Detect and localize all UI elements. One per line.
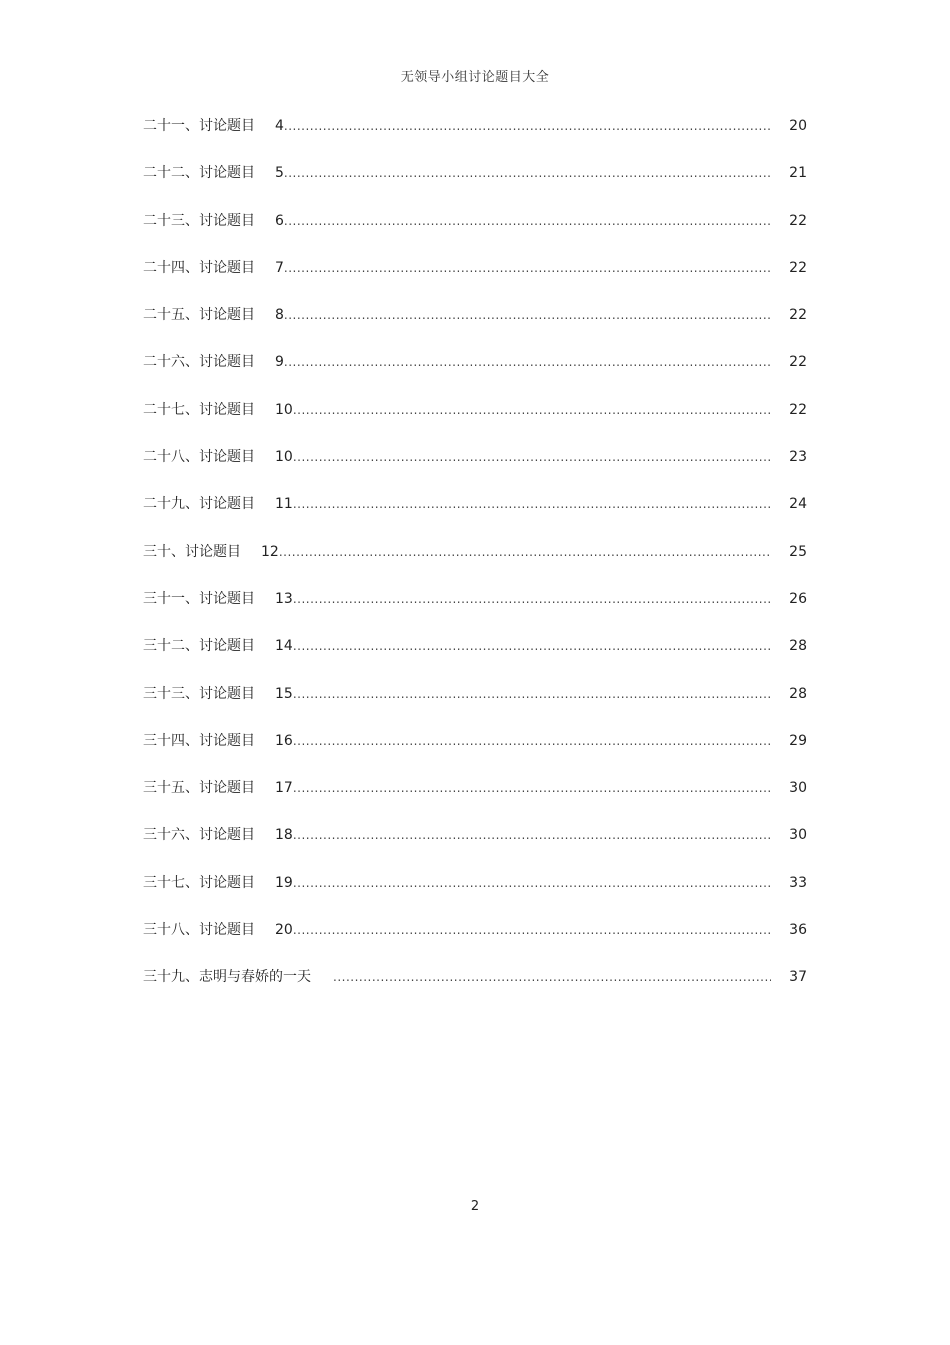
toc-entry[interactable]: [143, 541, 807, 588]
toc-dot-leader: [284, 214, 771, 228]
toc-entry[interactable]: [143, 115, 807, 162]
toc-entry-number: 18: [275, 827, 293, 844]
toc-dot-leader: [293, 781, 771, 795]
toc-entry-number: 8: [275, 307, 284, 324]
toc-entry[interactable]: [143, 919, 807, 966]
toc-entry-label: 三十一、讨论题目: [143, 590, 255, 607]
toc-entry-page: 22: [789, 354, 807, 371]
toc-entry-number: 14: [275, 638, 293, 655]
toc-entry-number: 10: [275, 401, 293, 418]
toc-entry-label: 二十二、讨论题目: [143, 165, 255, 182]
toc-dot-leader: [293, 592, 771, 606]
toc-entry-page: 22: [789, 401, 807, 418]
toc-entry-page: 36: [789, 922, 807, 939]
toc-entry-page: 21: [789, 165, 807, 182]
toc-entry-page: 37: [789, 969, 807, 986]
toc-entry-page: 22: [789, 212, 807, 229]
toc-entry-number: 10: [275, 449, 293, 466]
toc-entry[interactable]: [143, 162, 807, 209]
toc-entry-label: 二十七、讨论题目: [143, 401, 255, 418]
toc-dot-leader: [284, 166, 771, 180]
toc-entry-page: 30: [789, 780, 807, 797]
toc-dot-leader: [293, 734, 771, 748]
toc-entry-page: 33: [789, 874, 807, 891]
toc-dot-leader: [284, 308, 771, 322]
toc-entry-number: 7: [275, 259, 284, 276]
toc-entry-label: 三十、讨论题目: [143, 543, 241, 560]
toc-entry-number: 12: [261, 543, 279, 560]
toc-entry-page: 20: [789, 118, 807, 134]
toc-entry-label: 三十八、讨论题目: [143, 922, 255, 939]
toc-entry[interactable]: [143, 588, 807, 635]
toc-dot-leader: [284, 119, 771, 133]
toc-entry[interactable]: [143, 872, 807, 919]
toc-entry[interactable]: [143, 824, 807, 871]
toc-dot-leader: [293, 450, 771, 464]
toc-entry-page: 26: [789, 590, 807, 607]
toc-entry[interactable]: [143, 210, 807, 257]
toc-entry-label: 二十五、讨论题目: [143, 307, 255, 324]
toc-entry-number: 4: [275, 118, 284, 134]
toc-dot-leader: [279, 545, 771, 559]
toc-entry-number: 16: [275, 732, 293, 749]
page-number: 2: [470, 1199, 480, 1214]
toc-entry-number: 9: [275, 354, 284, 371]
toc-entry-page: 22: [789, 307, 807, 324]
toc-entry-number: 19: [275, 874, 293, 891]
toc-entry-label: 三十三、讨论题目: [143, 685, 255, 702]
toc-entry-page: 28: [789, 685, 807, 702]
toc-entry[interactable]: [143, 635, 807, 682]
toc-entry[interactable]: [143, 966, 807, 1013]
toc-dot-leader: [284, 355, 771, 369]
toc-entry-page: 28: [789, 638, 807, 655]
toc-entry-number: 11: [275, 496, 293, 513]
toc-entry-number: 15: [275, 685, 293, 702]
toc-entry[interactable]: [143, 351, 807, 398]
table-of-contents: [143, 115, 807, 1014]
toc-entry[interactable]: [143, 493, 807, 540]
toc-entry-page: 25: [789, 543, 807, 560]
toc-dot-leader: [293, 639, 771, 653]
toc-dot-leader: [293, 497, 771, 511]
toc-entry[interactable]: [143, 683, 807, 730]
toc-entry-label: 三十四、讨论题目: [143, 732, 255, 749]
toc-dot-leader: [293, 687, 771, 701]
page-header-title: 无领导小组讨论题目大全: [400, 70, 550, 85]
toc-dot-leader: [293, 828, 771, 842]
toc-entry-label: 二十四、讨论题目: [143, 259, 255, 276]
toc-entry-label: 三十七、讨论题目: [143, 874, 255, 891]
toc-dot-leader: [293, 923, 771, 937]
toc-entry-page: 24: [789, 496, 807, 513]
toc-entry-number: 6: [275, 212, 284, 229]
toc-entry-label: 二十八、讨论题目: [143, 449, 255, 466]
toc-entry[interactable]: [143, 304, 807, 351]
toc-entry[interactable]: [143, 399, 807, 446]
toc-entry-number: 13: [275, 590, 293, 607]
toc-dot-leader: [293, 876, 771, 890]
toc-dot-leader: [284, 261, 771, 275]
toc-entry[interactable]: [143, 446, 807, 493]
toc-entry-label: 二十九、讨论题目: [143, 496, 255, 513]
toc-entry-label: 三十六、讨论题目: [143, 827, 255, 844]
toc-entry-number: 17: [275, 780, 293, 797]
toc-entry[interactable]: [143, 257, 807, 304]
toc-entry-number: 20: [275, 922, 293, 939]
toc-entry-page: 23: [789, 449, 807, 466]
toc-entry-label: 三十五、讨论题目: [143, 780, 255, 797]
toc-entry-label: 三十九、志明与春娇的一天: [143, 969, 311, 986]
toc-dot-leader: [293, 403, 771, 417]
toc-entry-page: 22: [789, 259, 807, 276]
toc-entry[interactable]: [143, 730, 807, 777]
toc-entry-label: 二十一、讨论题目: [143, 118, 255, 134]
toc-dot-leader: [333, 970, 771, 984]
toc-entry[interactable]: [143, 777, 807, 824]
toc-entry-label: 三十二、讨论题目: [143, 638, 255, 655]
toc-entry-page: 29: [789, 732, 807, 749]
toc-entry-label: 二十三、讨论题目: [143, 212, 255, 229]
toc-entry-page: 30: [789, 827, 807, 844]
toc-entry-number: 5: [275, 165, 284, 182]
toc-entry-label: 二十六、讨论题目: [143, 354, 255, 371]
